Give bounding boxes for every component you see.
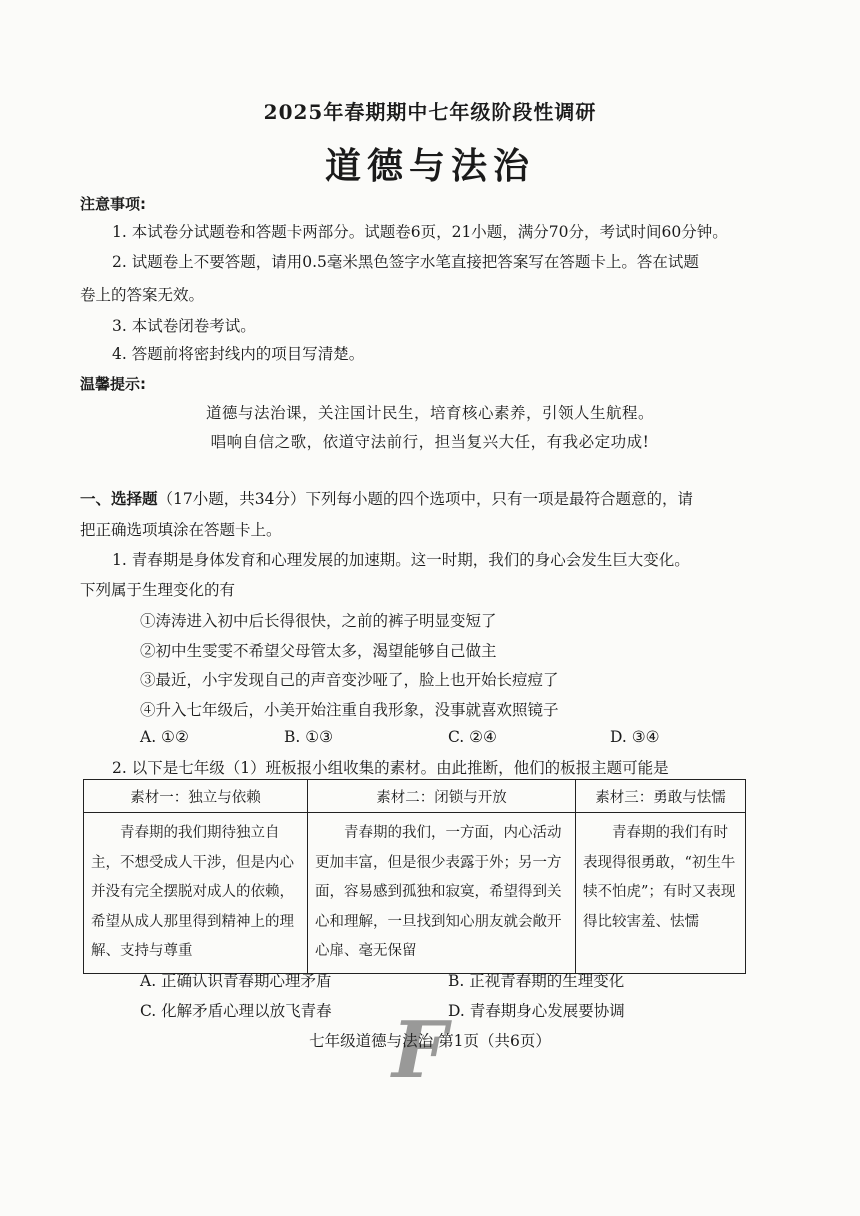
table-cell: 青春期的我们，一方面，内心活动更加丰富，但是很少表露于外；另一方面，容易感到孤独和寂寞，希望得到关心和理解，一旦找到知心朋友就会敞开心扉、毫无保留: [308, 813, 576, 974]
notice-heading: 注意事项:: [80, 195, 146, 213]
exam-subtitle: 2025年春期期中七年级阶段性调研: [263, 100, 597, 124]
q1-item-2: ②初中生雯雯不希望父母管太多，渴望能够自己做主: [140, 642, 497, 660]
q2-option-c: C. 化解矛盾心理以放飞青春: [140, 1002, 332, 1020]
notice-item-2-cont: 卷上的答案无效。: [80, 286, 205, 304]
table-header-cell: 素材三：勇敢与怯懦: [576, 780, 746, 813]
watermark-letter: F: [392, 1005, 448, 1096]
exam-title: 道德与法治: [324, 145, 535, 187]
q1-option-d: D. ③④: [610, 728, 660, 746]
notice-item-2: 2. 试题卷上不要答题，请用0.5毫米黑色签字水笔直接把答案写在答题卡上。答在试题: [112, 253, 699, 271]
notice-item-1: 1. 本试卷分试题卷和答题卡两部分。试题卷6页，21小题，满分70分，考试时间60分钟。: [112, 223, 728, 241]
q1-item-1: ①涛涛进入初中后长得很快，之前的裤子明显变短了: [140, 612, 497, 630]
notice-item-3: 3. 本试卷闭卷考试。: [112, 317, 256, 335]
q2-option-d: D. 青春期身心发展要协调: [448, 1002, 625, 1020]
q1-item-4: ④升入七年级后，小美开始注重自我形象，没事就喜欢照镜子: [140, 701, 559, 719]
table-header-cell: 素材一：独立与依赖: [84, 780, 308, 813]
q1-option-b: B. ①③: [284, 728, 334, 746]
table-header-row: [84, 780, 746, 813]
table-header-cell: 素材二：闭锁与开放: [308, 780, 576, 813]
table-cell: 青春期的我们期待独立自主，不想受成人干涉，但是内心并没有完全摆脱对成人的依赖，希望从成人那里得到精神上的理解、支持与尊重: [84, 813, 308, 974]
q1-stem-cont: 下列属于生理变化的有: [80, 581, 236, 599]
page-footer: 七年级道德与法治 第1页（共6页）: [309, 1032, 551, 1050]
table-row: [84, 813, 746, 974]
q1-option-c: C. ②④: [448, 728, 497, 746]
notice-item-4: 4. 答题前将密封线内的项目写清楚。: [112, 345, 365, 363]
section1-desc-cont: 把正确选项填涂在答题卡上。: [80, 521, 282, 539]
q2-stem: 2. 以下是七年级（1）班板报小组收集的素材。由此推断，他们的板报主题可能是: [112, 759, 669, 777]
q2-material-table: [83, 779, 746, 974]
tips-line-1: 道德与法治课，关注国计民生，培育核心素养，引领人生航程。: [205, 404, 654, 422]
q1-item-3: ③最近，小宇发现自己的声音变沙哑了，脸上也开始长痘痘了: [140, 671, 559, 689]
section1-intro: [80, 487, 693, 509]
q2-option-b: B. 正视青春期的生理变化: [448, 972, 625, 990]
table-cell: 青春期的我们有时表现得很勇敢，“初生牛犊不怕虎”；有时又表现得比较害羞、怯懦: [576, 813, 746, 974]
tips-line-2: 唱响自信之歌，依道守法前行，担当复兴大任，有我必定功成!: [210, 433, 650, 451]
q1-stem: 1. 青春期是身体发育和心理发展的加速期。这一时期，我们的身心会发生巨大变化。: [112, 551, 690, 569]
q2-option-a: A. 正确认识青春期心理矛盾: [140, 972, 332, 990]
section1-label: 一、选择题: [80, 490, 158, 508]
q1-option-a: A. ①②: [140, 728, 189, 746]
section1-desc: （17小题，共34分）下列每小题的四个选项中，只有一项是最符合题意的，请: [157, 490, 693, 508]
tips-heading: 温馨提示:: [80, 375, 146, 393]
